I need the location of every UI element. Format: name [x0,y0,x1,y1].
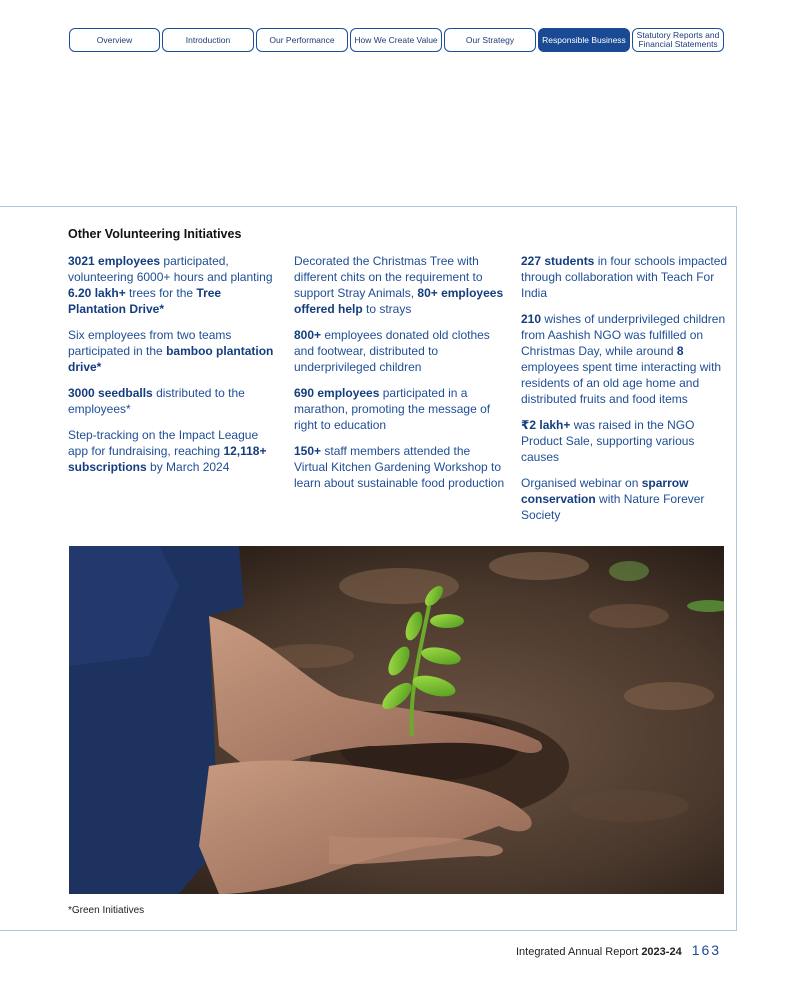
page-footer [516,942,721,958]
initiative-item [294,385,506,433]
frame-right-border [736,206,737,930]
section-nav [69,28,724,52]
seedling-illustration [69,546,724,894]
body-text: staff members attended the Virtual Kitchen Gardening Workshop to learn about sustainable food production [294,444,505,490]
highlight-text: 800+ [294,328,322,342]
initiative-item [294,443,506,491]
highlight-text: Tree Plantation Drive* [68,286,222,316]
body-text: Decorated the Christmas Tree with different chits on the requirement to support Stray Animals, [294,254,483,300]
highlight-text: 150+ [294,444,322,458]
tab-responsible-business[interactable]: Responsible Business [538,28,630,52]
initiative-item [521,311,733,407]
highlight-text: 210 [521,312,542,326]
highlight-text: 6.20 lakh+ [68,286,126,300]
highlight-text: 690 employees [294,386,380,400]
tab-our-strategy[interactable]: Our Strategy [444,28,536,52]
frame-bottom-border [0,930,737,931]
initiative-item [294,327,506,375]
body-text: in four schools impacted through collaboration with Teach For India [521,254,728,300]
tab-how-we-create-value[interactable]: How We Create Value [350,28,442,52]
column-3 [521,253,733,533]
body-text: distributed to the employees* [68,386,245,416]
highlight-text: bamboo plantation drive* [68,344,274,374]
body-text: employees donated old clothes and footwear, distributed to underprivileged children [294,328,490,374]
highlight-text: ₹2 lakh+ [521,418,571,432]
body-text: employees spent time interacting with residents of an old age home and distributed fruits and food items [521,360,722,406]
initiative-item [68,427,278,475]
highlight-text: sparrow conservation [521,476,689,506]
initiative-item [521,475,733,523]
initiative-item [521,253,733,301]
body-text: was raised in the NGO Product Sale, supporting various causes [521,418,695,464]
initiative-item [521,417,733,465]
tab-statutory-reports[interactable]: Statutory Reports and Financial Statements [632,28,724,52]
tab-introduction[interactable]: Introduction [162,28,254,52]
body-text: Six employees from two teams participated in the [68,328,232,358]
body-text: Organised webinar on [521,476,642,490]
tab-overview[interactable]: Overview [69,28,160,52]
highlight-text: 3021 employees [68,254,161,268]
body-text: trees for the [125,286,197,300]
initiative-item [68,327,278,375]
body-text: wishes of underprivileged children from Aashish NGO was fulfilled on Christmas Day, while around [521,312,726,358]
section-title: Other Volunteering Initiatives [68,227,242,241]
column-2 [294,253,506,501]
highlight-text: 3000 seedballs [68,386,153,400]
column-1 [68,253,278,485]
body-text: participated, volunteering 6000+ hours and planting [68,254,273,284]
planting-photo [69,546,724,894]
body-text: participated in a marathon, promoting the message of right to education [294,386,491,432]
report-name: Integrated Annual Report [516,946,639,958]
body-text: with Nature Forever Society [521,492,705,522]
initiative-item [294,253,506,317]
body-text: Step-tracking on the Impact League app for fundraising, reaching [68,428,259,458]
body-text: by March 2024 [146,460,230,474]
page-number: 163 [691,942,722,958]
footnote: *Green Initiatives [68,905,145,916]
frame-top-border [0,206,737,207]
highlight-text: 8 [676,344,684,358]
tab-our-performance[interactable]: Our Performance [256,28,348,52]
report-year: 2023-24 [641,946,682,958]
initiative-item [68,385,278,417]
highlight-text: 12,118+ subscriptions [68,444,267,474]
body-text: to strays [362,302,412,316]
initiative-item [68,253,278,317]
highlight-text: 227 students [521,254,595,268]
highlight-text: 80+ employees offered help [294,286,504,316]
